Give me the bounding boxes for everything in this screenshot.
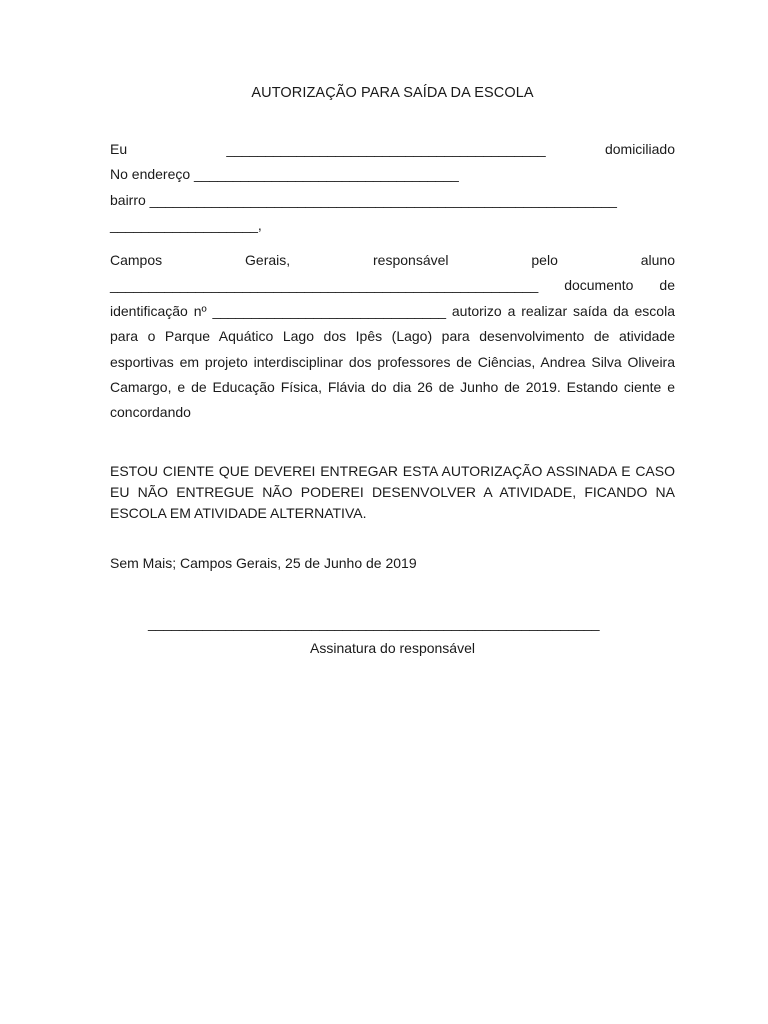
address-line: No endereço __________________________________ bbox=[110, 166, 459, 183]
signature-label: Assinatura do responsável bbox=[310, 640, 475, 656]
word-responsavel: responsável bbox=[373, 252, 449, 268]
authorization-paragraph: identificação nº ______________________________ autorizo a realizar saída da escola para o Parque Aquático Lago dos Ipês (Lago) para desenvolvimento de atividade esportivas em projeto interdisciplinar dos professores de Ciências, Andrea Silva Oliveira Camargo, e de Educação Física, Flávia do dia 26 de Junho de 2019. Estando ciente e concordando bbox=[110, 302, 675, 421]
closing-line: Sem Mais; Campos Gerais, 25 de Junho de 2019 bbox=[110, 555, 417, 571]
responsible-line bbox=[110, 248, 675, 273]
neighborhood-continuation-line: ___________________, bbox=[110, 217, 262, 234]
word-gerais: Gerais, bbox=[245, 252, 291, 268]
domiciliado-label: domiciliado bbox=[604, 141, 675, 157]
notice-paragraph: ESTOU CIENTE QUE DEVEREI ENTREGAR ESTA AUTORIZAÇÃO ASSINADA E CASO EU NÃO ENTREGUE NÃO PODEREI DESENVOLVER A ATIVIDADE, FICANDO NA ESCOLA EM ATIVIDADE ALTERNATIVA. bbox=[110, 463, 675, 521]
word-campos: Campos bbox=[110, 252, 163, 268]
name-blank: _________________________________________ bbox=[226, 141, 546, 157]
document-title: AUTORIZAÇÃO PARA SAÍDA DA ESCOLA bbox=[251, 85, 534, 101]
declarant-name-line bbox=[110, 137, 675, 162]
signature-line: __________________________________________________________ bbox=[148, 615, 600, 631]
authorization-block bbox=[110, 248, 675, 426]
eu-label: Eu bbox=[110, 141, 128, 157]
word-aluno: aluno bbox=[640, 252, 675, 268]
word-pelo: pelo bbox=[531, 252, 558, 268]
neighborhood-line: bairro ____________________________________________________________ bbox=[110, 191, 617, 208]
student-document-line: _______________________________________________________ documento de bbox=[110, 277, 675, 294]
declarant-block bbox=[110, 137, 675, 239]
